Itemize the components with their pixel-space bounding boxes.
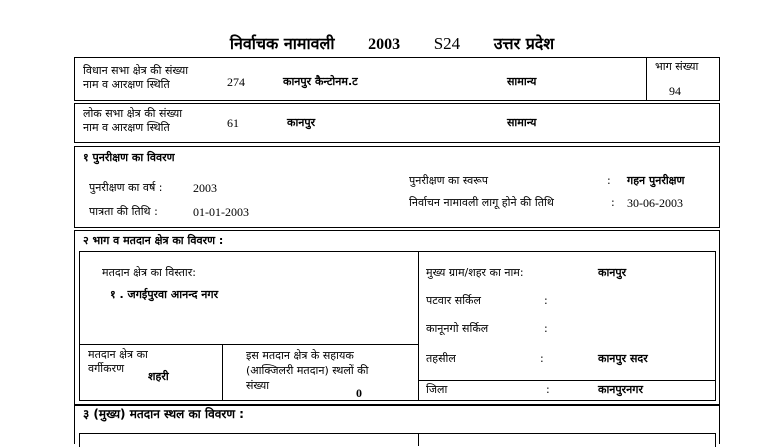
effective-date-label: निर्वाचन नामावली लागू होने की तिथि [409,196,554,209]
revision-year-label: पुनरीक्षण का वर्ष : [89,181,163,194]
main-village-value: कानपुर [598,266,627,279]
revision-box: १ पुनरीक्षण का विवरण पुनरीक्षण का वर्ष : 2003 पात्रता की तिथि : 01-01-2003 पुनरीक्षण का स्वरूप : गहन पुनरीक्षण निर्वाचन नामावली लागू होने की तिथि : 30-06-2003 [74,146,720,228]
revision-heading: १ पुनरीक्षण का विवरण [83,151,175,164]
roll-title: निर्वाचक नामावली [229,34,335,53]
patwari-circle-label: पटवार सर्किल [426,294,481,307]
kanungo-circle-label: कानूनगो सर्किल [426,322,489,335]
parliament-box [74,103,720,143]
part-details-box [74,230,720,406]
tehsil-value: कानपुर सदर [598,352,648,365]
roll-year: 2003 [368,36,401,53]
polling-station-box [74,404,720,444]
assembly-reservation: सामान्य [507,75,537,88]
assembly-number: 274 [227,75,245,89]
eligibility-date-value: 01-01-2003 [193,205,249,219]
polling-station-table [79,433,716,447]
classification-value: शहरी [148,370,169,383]
revision-type-label: पुनरीक्षण का स्वरूप [409,174,489,187]
extent-label: मतदान क्षेत्र का विस्तार: [102,266,196,279]
state-code: S24 [433,34,461,53]
district-value: कानपुरनगर [598,383,643,396]
parliament-number: 61 [227,116,239,130]
part-number-value: 94 [669,84,681,98]
tehsil-label: तहसील [426,352,456,365]
classification-label: मतदान क्षेत्र का वर्गीकरण [88,348,148,375]
revision-year-value: 2003 [193,181,217,195]
extent-value: १ . जगईपुरवा आनन्द नगर [110,288,219,301]
parliament-reservation: सामान्य [507,116,537,129]
polling-station-heading: ३ (मुख्य) मतदान स्थल का विवरण : [83,407,244,421]
eligibility-date-label: पात्रता की तिथि : [89,205,158,218]
part-details-heading: २ भाग व मतदान क्षेत्र का विवरण : [83,234,224,247]
assembly-name: कानपुर कैन्टोनम.ट [283,75,358,88]
district-label: जिला [426,383,448,396]
effective-date-value: 30-06-2003 [627,196,683,210]
state-name: उत्तर प्रदेश [493,34,555,53]
main-village-label: मुख्य ग्राम/शहर का नाम: [426,266,524,279]
assembly-box [74,57,720,101]
auxiliary-stations-value: 0 [356,386,362,400]
part-number-label: भाग संख्या [655,60,699,73]
auxiliary-stations-label: इस मतदान क्षेत्र के सहायक (आक्जिलरी मतदान) स्थलों की संख्या [246,349,369,392]
part-details-table: मतदान क्षेत्र का विस्तार: १ . जगईपुरवा आनन्द नगर मतदान क्षेत्र का वर्गीकरण शहरी इस मतदान क्षेत्र के सहायक (आक्जिलरी मतदान) स्थलों की संख्या 0 मुख्य ग्राम/शहर का नाम: कानपुर पटवार सर्किल : कानूनगो सर्किल : तहसील : कानपुर सदर जिला : कानपुरनगर [79,251,716,401]
parliament-name: कानपुर [287,116,316,129]
page-title [0,32,784,54]
parliament-label: लोक सभा क्षेत्र की संख्या नाम व आरक्षण स्थिति [83,107,183,134]
assembly-label: विधान सभा क्षेत्र की संख्या नाम व आरक्षण स्थिति [83,64,189,91]
revision-type-value: गहन पुनरीक्षण [627,174,685,187]
